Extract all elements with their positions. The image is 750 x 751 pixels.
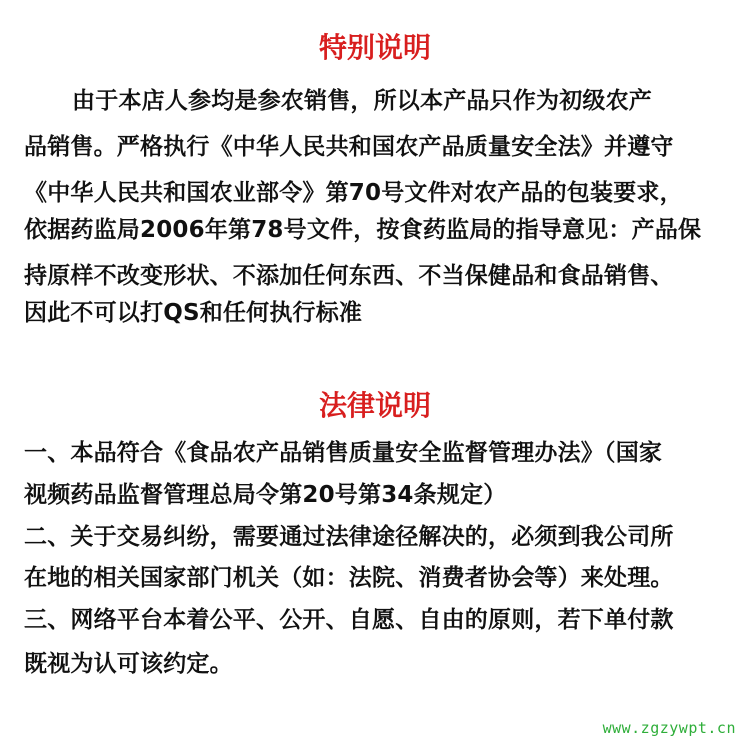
notice-paragraph-line: 由于本店人参均是参农销售，所以本产品只作为初级农产	[72, 88, 652, 114]
notice-paragraph-line: 《中华人民共和国农业部令》第70号文件对农产品的包装要求，	[24, 180, 683, 206]
legal-clause-line: 既视为认可该约定。	[24, 651, 233, 677]
legal-clause-line: 二、关于交易纠纷，需要通过法律途径解决的，必须到我公司所	[24, 524, 674, 550]
legal-clause-line: 在地的相关国家部门机关（如：法院、消费者协会等）来处理。	[24, 565, 674, 591]
legal-clause-line: 视频药品监督管理总局令第20号第34条规定）	[24, 482, 507, 508]
notice-paragraph-line: 品销售。严格执行《中华人民共和国农产品质量安全法》并遵守	[24, 134, 674, 160]
legal-clause-line: 三、网络平台本着公平、公开、自愿、自由的原则，若下单付款	[24, 607, 674, 633]
site-watermark: www.zgzywpt.cn	[602, 719, 736, 737]
legal-clause-line: 一、本品符合《食品农产品销售质量安全监督管理办法》（国家	[24, 440, 663, 466]
notice-paragraph-line: 持原样不改变形状、不添加任何东西、不当保健品和食品销售、	[24, 263, 674, 289]
notice-paragraph-line: 依据药监局2006年第78号文件，按食药监局的指导意见：产品保	[24, 217, 702, 243]
section-title-legal-notice: 法律说明	[318, 389, 431, 422]
section-title-special-notice: 特别说明	[318, 31, 431, 64]
notice-paragraph-line: 因此不可以打QS和任何执行标准	[24, 300, 363, 326]
